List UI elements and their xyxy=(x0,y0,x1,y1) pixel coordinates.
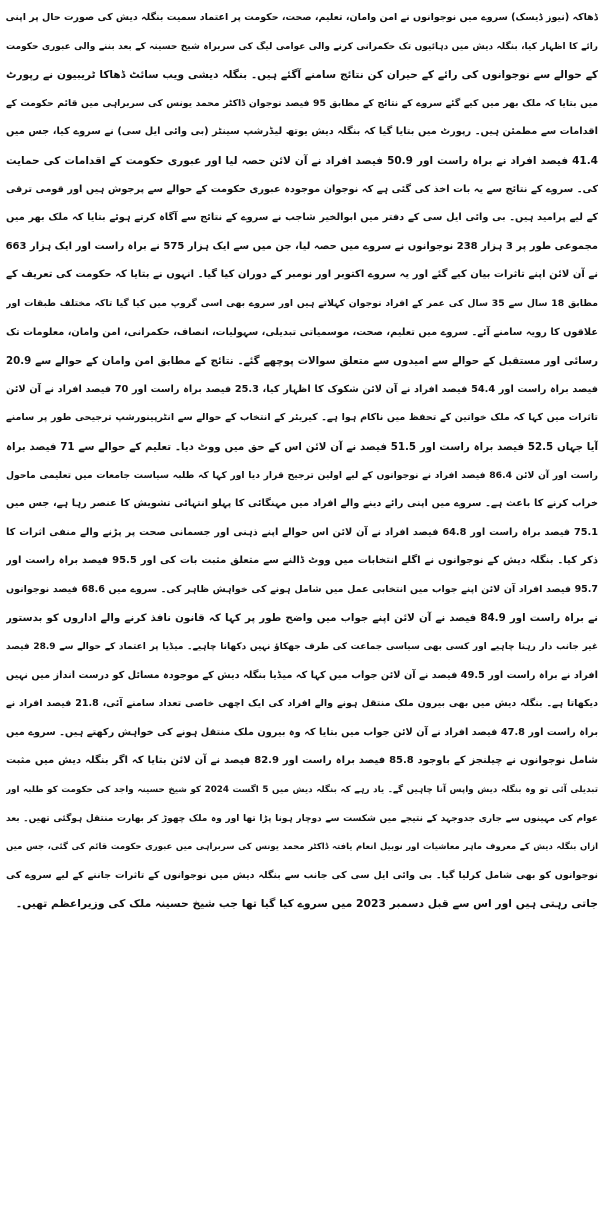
article-line: شامل نوجوانوں نے چیلنجز کے باوجود 85.8 فیصد براہ راست اور 82.9 فیصد نے آن لائن بتایا کہ اگر بنگلہ دیش میں مثبت xyxy=(6,755,598,767)
article-line: نوجوانوں کو بھی شامل کرلیا گیا۔ بی وائی ایل سی کی جانب سے بنگلہ دیش میں نوجوانوں کے تاثرات جاننے کے لیے سروے کی xyxy=(6,869,598,881)
article-line: نے براہ راست اور 84.9 فیصد نے آن لائن اپنے جواب میں واضح طور پر کہا کہ قانون نافذ کرنے والے اداروں کو بدستور xyxy=(6,612,598,625)
article-line: غیر جانب دار رہنا چاہیے اور کسی بھی سیاسی جماعت کی طرف جھکاؤ نہیں دکھانا چاہیے۔ میڈیا پر اعتماد کے حوالے سے 28.9 فیصد xyxy=(6,642,598,653)
article-line: تاثرات میں کہا کہ ملک خواتین کے تحفظ میں ناکام ہوا ہے۔ کیریئر کے انتخاب کے حوالے سے انٹرپینورشپ ترجیحی طور پر سامنے xyxy=(6,412,598,424)
article-line: عوام کی مہینوں سے جاری جدوجہد کے نتیجے میں شکست سے دوچار ہونا پڑا تھا اور وہ ملک چھوڑ کر بھارت منتقل ہوگئی تھیں۔ بعد xyxy=(6,813,598,824)
article-line: میں بتایا کہ ملک بھر میں کیے گئے سروے کے نتائج کے مطابق 95 فیصد نوجوان ڈاکٹر محمد یونس کی سربراہی میں قائم حکومت کے xyxy=(6,97,598,109)
article-line: ازاں بنگلہ دیش کے معروف ماہر معاشیات اور نوبیل انعام یافتہ ڈاکٹر محمد یونس کی سربراہی میں عبوری حکومت قائم کی گئی، جس میں xyxy=(6,842,598,853)
article-line: براہ راست اور 47.8 فیصد افراد نے آن لائن جواب میں بتایا کہ وہ بیرون ملک منتقل ہونے کی خواہش رکھتے ہیں۔ سروے میں xyxy=(6,726,598,738)
article-line: ذکر کیا۔ بنگلہ دیش کے نوجوانوں نے اگلے انتخابات میں ووٹ ڈالنے سے متعلق مثبت بات کی اور 95.5 فیصد براہ راست اور xyxy=(6,555,598,567)
article-line: رائے کا اظہار کیا، بنگلہ دیش میں دہائیوں تک حکمرانی کرنے والی عوامی لیگ کی سربراہ شیخ حسینہ کے بعد بننے والی عبوری حکومت xyxy=(6,41,598,52)
article-line: اقدامات سے مطمئن ہیں۔ رپورٹ میں بتایا گیا کہ بنگلہ دیش یوتھ لیڈرشپ سینٹر (بی وائی ایل سی) نے سروے کیا، جس میں xyxy=(6,126,598,138)
article-line: کے حوالے سے نوجوانوں کی رائے کے حیران کن نتائج سامنے آگئے ہیں۔ بنگلہ دیشی ویب سائٹ ڈھاکا ٹریبیون نے رپورٹ xyxy=(6,69,598,82)
article-line: نے آن لائن اپنے تاثرات بیان کیے گئے اور یہ سروے اکتوبر اور نومبر کے دوران کیا گیا۔ انہوں نے بتایا کہ حکومت کی تعریف کے xyxy=(6,269,598,281)
article-line: 41.4 فیصد افراد نے براہ راست اور 50.9 فیصد افراد نے آن لائن حصہ لیا اور عبوری حکومت کے اقدامات کی حمایت xyxy=(6,154,598,167)
article-line: ڈھاکہ (نیوز ڈیسک) سروے میں نوجوانوں نے امن وامان، تعلیم، صحت، حکومت پر اعتماد سمیت بنگلہ دیش کی صورت حال پر اپنی xyxy=(6,12,598,23)
article-line: مجموعی طور پر 3 ہزار 238 نوجوانوں نے سروے میں حصہ لیا، جن میں سے ایک ہزار 575 نے براہ راست اور ایک ہزار 663 xyxy=(6,240,598,252)
article-line: افراد نے براہ راست اور 49.5 فیصد نے آن لائن جواب میں کہا کہ میڈیا بنگلہ دیش کے موجودہ مسائل کو درست انداز میں نہیں xyxy=(6,669,598,681)
news-article-body xyxy=(6,4,598,1212)
article-line: راست اور آن لائن 86.4 فیصد افراد نے نوجوانوں کے لیے اولین ترجیح قرار دیا اور کہا کہ طلبہ سیاست جامعات میں تعلیمی ماحول xyxy=(6,469,598,481)
article-line: مطابق 18 سال سے 35 سال کی عمر کے افراد نوجوان کہلاتے ہیں اور سروے بھی اسی گروپ میں کیا گیا تاکہ مختلف طبقات اور xyxy=(6,297,598,309)
article-line: فیصد براہ راست اور 54.4 فیصد افراد نے آن لائن شکوک کا اظہار کیا، 25.3 فیصد براہ راست اور 70 فیصد افراد نے آن لائن xyxy=(6,383,598,395)
article-line: 75.1 فیصد براہ راست اور 64.8 فیصد افراد نے آن لائن اس حوالے اپنے ذہنی اور جسمانی صحت پر پڑنے والے منفی اثرات کا xyxy=(6,526,598,538)
article-line: کے لیے پرامید ہیں۔ بی وائی ایل سی کے دفتر میں ابوالخیر شاجب نے سروے کے نتائج سے آگاہ کرتے ہوئے بتایا کہ ملک بھر میں xyxy=(6,212,598,224)
article-line: رسائی اور مستقبل کے حوالے سے امیدوں سے متعلق سوالات پوچھے گئے۔ نتائج کے مطابق امن وامان کے حوالے سے 20.9 xyxy=(6,355,598,368)
article-line: جاتی رہتی ہیں اور اس سے قبل دسمبر 2023 میں سروے کیا گیا تھا جب شیخ حسینہ ملک کی وزیراعظم تھیں۔ xyxy=(15,897,598,911)
article-line: دیکھاتا ہے۔ بنگلہ دیش میں بھی بیرون ملک منتقل ہونے والے افراد کی ایک اچھی خاصی تعداد سامنے آئی، 21.8 فیصد افراد نے xyxy=(6,698,598,710)
article-line: علاقوں کا رویہ سامنے آئے۔ سروے میں تعلیم، صحت، موسمیاتی تبدیلی، سہولیات، انصاف، حکمرانی، امن وامان، معلومات تک xyxy=(6,326,598,338)
article-line: خراب کرنے کا باعث ہے۔ سروے میں اپنی رائے دینے والے افراد میں مہنگائی کا پہلو انتہائی تشویش کا عنصر رہا ہے، جس میں xyxy=(6,498,598,510)
article-line: کی۔ سروے کے نتائج سے یہ بات اخذ کی گئی ہے کہ نوجوان موجودہ عبوری حکومت کے حوالے سے پرجوش ہیں اور قومی ترقی xyxy=(6,183,598,195)
article-line: آیا جہاں 52.5 فیصد براہ راست اور 51.5 فیصد نے آن لائن اس کے حق میں ووٹ دیا۔ تعلیم کے حوالے سے 71 فیصد براہ xyxy=(6,440,598,453)
article-line: تبدیلی آئی تو وہ بنگلہ دیش واپس آنا چاہیں گے۔ یاد رہے کہ بنگلہ دیش میں 5 اگست 2024 کو شیخ حسینہ واجد کی حکومت کو طلبہ اور xyxy=(6,785,598,796)
article-line: 95.7 فیصد افراد آن لائن اپنے جواب میں انتخابی عمل میں شامل ہونے کی خواہش ظاہر کی۔ سروے میں 68.6 فیصد نوجوانوں xyxy=(6,583,598,595)
